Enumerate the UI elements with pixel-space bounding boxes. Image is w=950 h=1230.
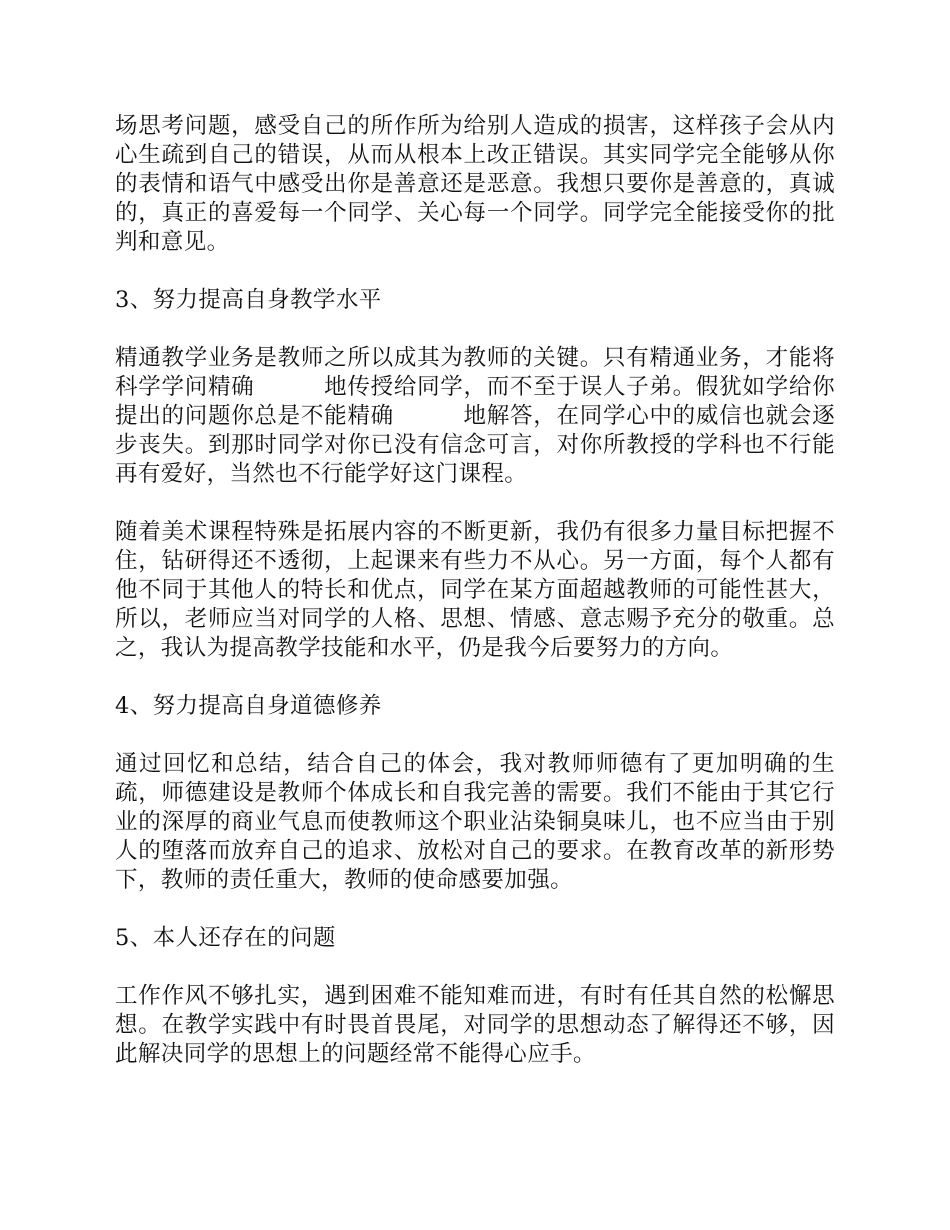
paragraph-teacher-ethics: 通过回忆和总结，结合自己的体会，我对教师师德有了更加明确的生疏，师德建设是教师个体成长和自我完善的需要。我们不能由于其它行业的深厚的商业气息而使教师这个职业沾染铜臭味儿，也不应当由于别人的堕落而放弃自己的追求、放松对自己的要求。在教育改革的新形势下，教师的责任重大，教师的使命感要加强。 <box>115 751 835 893</box>
section-heading-5: 5、本人还存在的问题 <box>115 925 336 951</box>
section-heading-4: 4、努力提高自身道德修养 <box>115 693 382 719</box>
paragraph-intro-continuation: 场思考问题，感受自己的所作所为给别人造成的损害，这样孩子会从内心生疏到自己的错误，从而从根本上改正错误。其实同学完全能够从你的表情和语气中感受出你是善意还是恶意。我想只要你是善意的，真诚的，真正的喜爱每一个同学、关心每一个同学。同学完全能接受你的批判和意见。 <box>115 113 835 255</box>
document-body <box>115 112 835 1098</box>
paragraph-existing-problems: 工作作风不够扎实，遇到困难不能知难而进，有时有任其自然的松懈思想。在教学实践中有时畏首畏尾，对同学的思想动态了解得还不够，因此解决同学的思想上的问题经常不能得心应手。 <box>115 983 835 1067</box>
paragraph-teaching-expertise: 精通教学业务是教师之所以成其为教师的关键。只有精通业务，才能将科学学问精确 地传授给同学，而不至于误人子弟。假犹如学给你提出的问题你总是不能精确 地解答，在同学心中的威信也就会逐步丧失。到那时同学对你已没有信念可言，对你所教授的学科也不行能再有爱好，当然也不行能学好这门课程。 <box>115 345 835 487</box>
section-heading-3: 3、努力提高自身教学水平 <box>115 287 382 313</box>
paragraph-art-curriculum: 随着美术课程特殊是拓展内容的不断更新，我仍有很多力量目标把握不住，钻研得还不透彻，上起课来有些力不从心。另一方面，每个人都有他不同于其他人的特长和优点，同学在某方面超越教师的可能性甚大，所以，老师应当对同学的人格、思想、情感、意志赐予充分的敬重。总之，我认为提高教学技能和水平，仍是我今后要努力的方向。 <box>115 519 835 661</box>
